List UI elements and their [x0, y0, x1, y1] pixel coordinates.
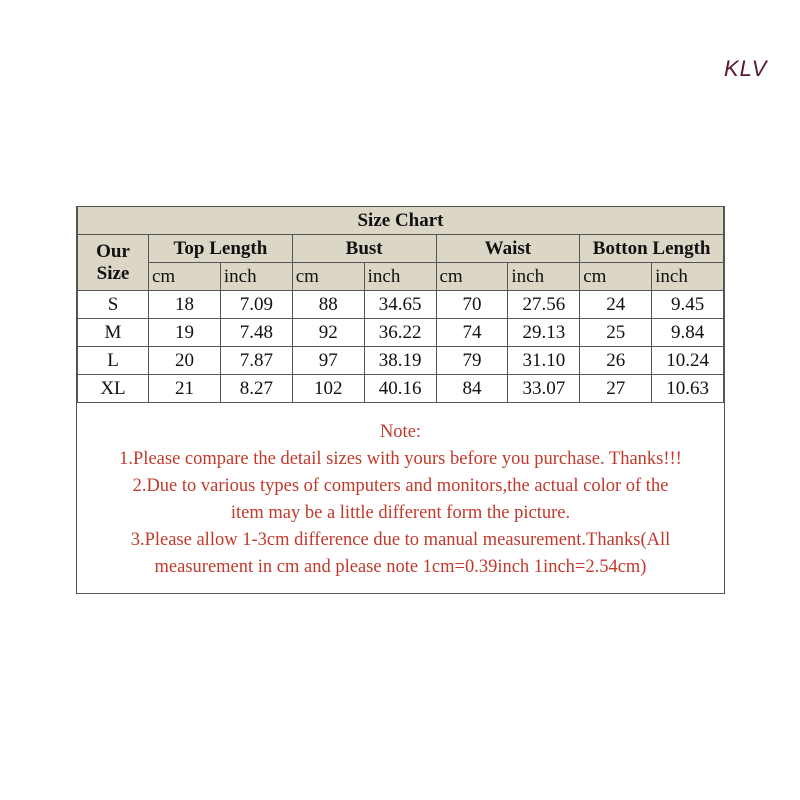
size-label: S: [78, 291, 149, 319]
unit-header: inch: [220, 263, 292, 291]
table-cell: 70: [436, 291, 508, 319]
size-header: Our Size: [78, 235, 149, 291]
size-label: L: [78, 347, 149, 375]
table-cell: 74: [436, 319, 508, 347]
note-line: 2.Due to various types of computers and monitors,the actual color of the: [132, 476, 669, 496]
brand-logo: KLV: [724, 56, 768, 81]
note-line: Note:: [379, 422, 422, 442]
table-cell: 34.65: [364, 291, 436, 319]
size-table: [77, 207, 724, 403]
table-cell: 27: [580, 375, 652, 403]
note-line: item may be a little different form the picture.: [230, 503, 571, 523]
table-cell: 19: [149, 319, 221, 347]
table-cell: 40.16: [364, 375, 436, 403]
table-cell: 88: [292, 291, 364, 319]
table-row: [78, 291, 724, 319]
group-header: Waist: [436, 235, 580, 263]
chart-title: Size Chart: [78, 207, 724, 235]
table-cell: 36.22: [364, 319, 436, 347]
table-cell: 79: [436, 347, 508, 375]
table-cell: 10.24: [652, 347, 724, 375]
table-cell: 84: [436, 375, 508, 403]
size-label: M: [78, 319, 149, 347]
note-line: 1.Please compare the detail sizes with yours before you purchase. Thanks!!!: [119, 449, 682, 469]
group-header: Botton Length: [580, 235, 724, 263]
unit-header: cm: [436, 263, 508, 291]
table-cell: 18: [149, 291, 221, 319]
note-line: measurement in cm and please note 1cm=0.39inch 1inch=2.54cm): [154, 557, 647, 577]
table-cell: 25: [580, 319, 652, 347]
table-cell: 7.48: [220, 319, 292, 347]
table-cell: 29.13: [508, 319, 580, 347]
table-row: [78, 319, 724, 347]
table-cell: 24: [580, 291, 652, 319]
size-label: XL: [78, 375, 149, 403]
unit-header: cm: [580, 263, 652, 291]
unit-header: cm: [292, 263, 364, 291]
unit-header: inch: [364, 263, 436, 291]
table-cell: 27.56: [508, 291, 580, 319]
unit-header: cm: [149, 263, 221, 291]
group-header: Bust: [292, 235, 436, 263]
table-cell: 97: [292, 347, 364, 375]
table-cell: 38.19: [364, 347, 436, 375]
table-cell: 31.10: [508, 347, 580, 375]
table-cell: 21: [149, 375, 221, 403]
note-line: 3.Please allow 1-3cm difference due to manual measurement.Thanks(All: [130, 530, 671, 550]
group-header: Top Length: [149, 235, 293, 263]
table-cell: 9.84: [652, 319, 724, 347]
table-cell: 20: [149, 347, 221, 375]
unit-header: inch: [508, 263, 580, 291]
table-cell: 9.45: [652, 291, 724, 319]
notes: [77, 403, 724, 593]
size-chart: [76, 206, 725, 594]
table-cell: 102: [292, 375, 364, 403]
table-cell: 33.07: [508, 375, 580, 403]
table-row: [78, 347, 724, 375]
table-cell: 7.09: [220, 291, 292, 319]
table-row: [78, 375, 724, 403]
table-cell: 26: [580, 347, 652, 375]
unit-header: inch: [652, 263, 724, 291]
table-cell: 8.27: [220, 375, 292, 403]
table-cell: 10.63: [652, 375, 724, 403]
table-cell: 7.87: [220, 347, 292, 375]
table-cell: 92: [292, 319, 364, 347]
